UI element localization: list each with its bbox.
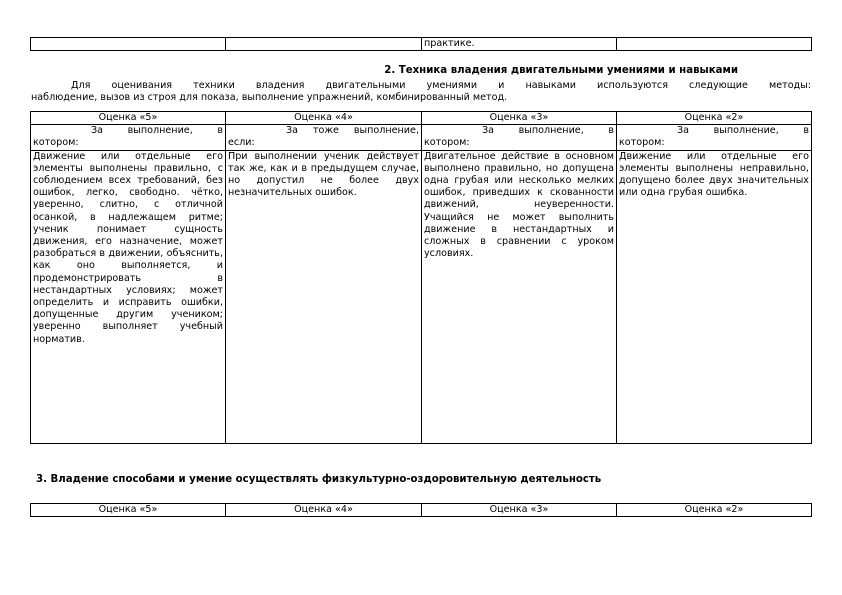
section-3-heading: 3. Владение способами и умение осуществлять физкультурно-оздоровительную деятельность [36,474,602,485]
description-grade-4: При выполнении ученик действует так же, как и в предыдущем случае, но допустил не более двух незначительных ошибок. [226,150,422,443]
section-3-table [30,503,812,517]
table-cell [617,38,812,51]
table-cell [31,38,226,51]
header-grade-4: Оценка «4» [226,504,422,517]
table-row [31,38,812,51]
header-grade-4: Оценка «4» [226,112,422,125]
table-row [31,150,812,443]
condition-grade-5: За выполнение, в котором: [31,125,226,150]
table-cell: практике. [422,38,617,51]
table-row [31,125,812,150]
intro-line: Для оценивания техники владения двигательными умениями и навыками используются следующие методы: [71,80,811,91]
header-grade-2: Оценка «2» [617,112,812,125]
table-cell [226,38,422,51]
condition-grade-2: За выполнение, в котором: [617,125,812,150]
header-grade-5: Оценка «5» [31,112,226,125]
table-header-row [31,112,812,125]
description-grade-5: Движение или отдельные его элементы выполнены правильно, с соблюдением всех требований, без ошибок, легко, свободно. чётко, уверенно, слитно, с отличной осанкой, в надлежащем ритме; ученик понимает сущность движения, его назначение, может разобраться в движении, объяснить, как оно выполняется, и продемонстрировать в нестандартных условиях; может определить и исправить ошибки, допущенные другим учеником; уверенно выполняет учебный норматив. [31,150,226,443]
previous-table-fragment [30,37,812,51]
table-header-row [31,504,812,517]
description-grade-3: Двигательное действие в основном выполнено правильно, но допущена одна грубая или несколько мелких ошибок, приведших к скованности движений, неуверенности. Учащийся не может выполнить движение в нестандартных и сложных в сравнении с уроком условиях. [422,150,617,443]
header-grade-3: Оценка «3» [422,112,617,125]
header-grade-3: Оценка «3» [422,504,617,517]
intro-line: наблюдение, вызов из строя для показа, выполнение упражнений, комбинированный метод. [31,92,508,103]
grade-criteria-table [30,111,812,444]
section-2-heading: 2. Техника владения двигательными умениями и навыками [384,65,738,76]
condition-grade-4: За тоже выполнение, если: [226,125,422,150]
header-grade-2: Оценка «2» [617,504,812,517]
description-grade-2: Движение или отдельные его элементы выполнены неправильно, допущено более двух значительных или одна грубая ошибка. [617,150,812,443]
section-2-intro [31,80,811,104]
condition-grade-3: За выполнение, в котором: [422,125,617,150]
header-grade-5: Оценка «5» [31,504,226,517]
